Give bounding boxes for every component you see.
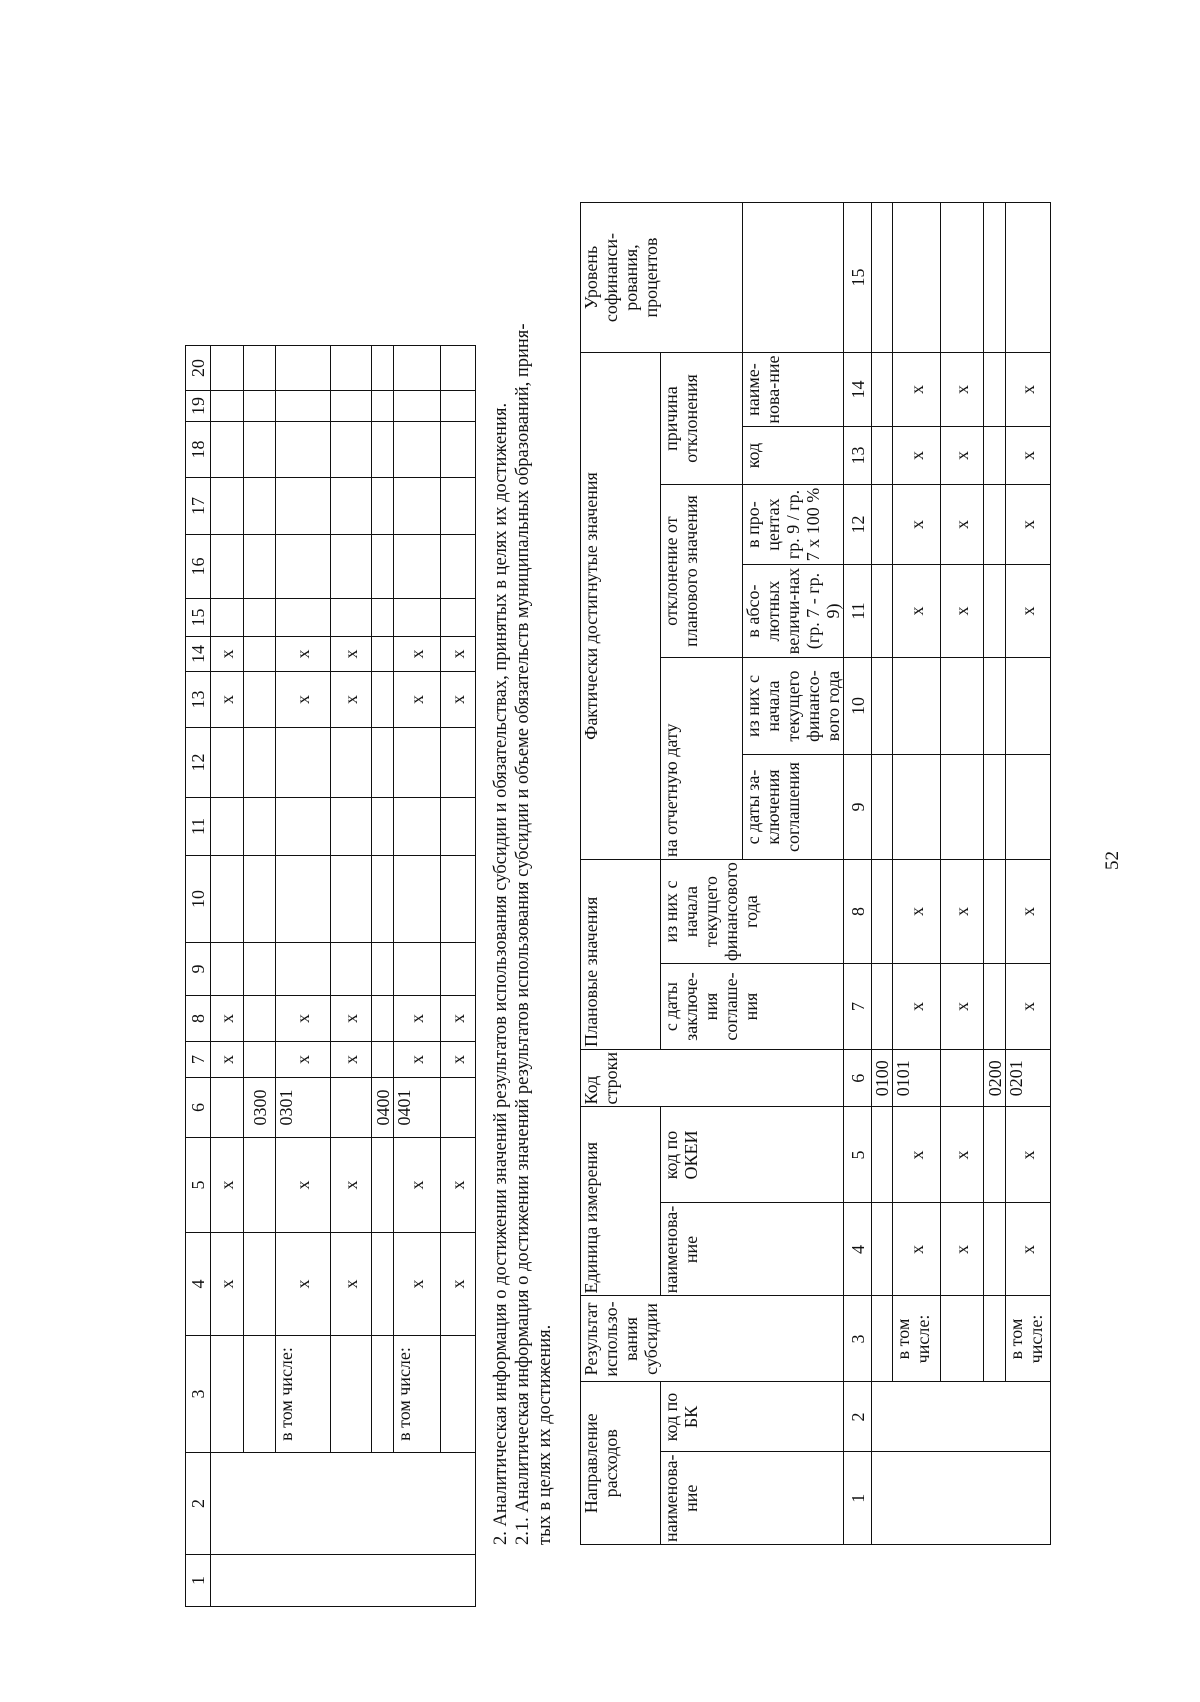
table-cell: x [394, 1042, 441, 1078]
table-cell [394, 422, 441, 478]
col-number: 13 [186, 672, 211, 728]
table-cell [211, 478, 244, 535]
table-cell: x [1006, 353, 1051, 427]
table-cell [872, 860, 893, 964]
table-cell [372, 728, 394, 798]
table-cell: x [394, 1233, 441, 1336]
table-cell [394, 346, 441, 391]
table-cell [372, 422, 394, 478]
table-cell [872, 1203, 893, 1296]
table-cell [211, 1453, 476, 1555]
table-cell [244, 391, 276, 422]
table-cell: 0400 [372, 1078, 394, 1138]
table-cell [331, 1078, 372, 1138]
table-cell: 0101 [893, 1050, 941, 1107]
table-cell: x [1006, 1203, 1051, 1296]
table-cell: x [893, 565, 941, 658]
header-cell: наименова-ние [661, 1203, 844, 1296]
col-number: 15 [844, 203, 872, 353]
table-cell: в том числе: [394, 1336, 441, 1453]
paragraph: 2.1. Аналитическая информация о достижении значений результатов использования субсидии и объеме обязательств муниципальных образований, приня- [513, 323, 533, 1545]
table-cell [372, 996, 394, 1042]
col-number: 11 [186, 798, 211, 856]
table-cell [211, 943, 244, 996]
table-cell [211, 535, 244, 599]
table-cell [244, 1138, 276, 1233]
table-row [984, 203, 1006, 1545]
table-header-row [186, 346, 211, 1607]
col-number: 14 [186, 637, 211, 672]
col-number: 14 [844, 353, 872, 427]
col-number: 19 [186, 391, 211, 422]
table-row [941, 203, 984, 1545]
table-cell [276, 346, 331, 391]
col-number: 17 [186, 478, 211, 535]
header-cell: код по БК [661, 1382, 844, 1452]
table-cell [394, 856, 441, 943]
col-number: 6 [844, 1050, 872, 1107]
table-cell [941, 203, 984, 353]
table-cell: x [276, 637, 331, 672]
table-cell [441, 535, 476, 599]
col-number: 6 [186, 1078, 211, 1138]
col-number: 9 [186, 943, 211, 996]
col-number: 15 [186, 599, 211, 637]
col-number: 8 [844, 860, 872, 964]
table-cell [244, 346, 276, 391]
table-cell: x [1006, 485, 1051, 565]
table-cell [372, 478, 394, 535]
table-cell: x [941, 353, 984, 427]
table-cell: x [441, 996, 476, 1042]
table-cell [941, 1050, 984, 1107]
table-cell: x [893, 964, 941, 1050]
table-cell [211, 422, 244, 478]
table-cell [984, 565, 1006, 658]
table-cell: 0301 [276, 1078, 331, 1138]
table-cell [394, 599, 441, 637]
table-number-row [844, 203, 872, 1545]
table-cell: x [441, 1233, 476, 1336]
table-cell: x [941, 860, 984, 964]
table-cell [244, 1042, 276, 1078]
table-cell [276, 535, 331, 599]
table-cell [211, 391, 244, 422]
table-cell: x [893, 860, 941, 964]
table-cell [244, 728, 276, 798]
table-continuation [185, 345, 476, 1607]
table-cell [244, 637, 276, 672]
page-number: 52 [1102, 851, 1123, 870]
table-cell [984, 485, 1006, 565]
col-number: 3 [186, 1336, 211, 1453]
table-cell [276, 422, 331, 478]
table-cell [276, 798, 331, 856]
table-cell [276, 728, 331, 798]
table-cell: x [893, 485, 941, 565]
header-cell: Уровень софинанси-рования, процентов [581, 203, 743, 353]
table-cell [872, 427, 893, 485]
header-cell: Плановые значения [581, 860, 661, 1050]
table-cell [372, 1233, 394, 1336]
table-cell [872, 1296, 893, 1382]
table-cell: x [941, 1203, 984, 1296]
col-number: 8 [186, 996, 211, 1042]
table-cell: 0200 [984, 1050, 1006, 1107]
table-cell: x [331, 996, 372, 1042]
table-cell: x [276, 1042, 331, 1078]
paragraph: тых в целях их достижения. [535, 1324, 555, 1545]
table-cell [893, 203, 941, 353]
header-cell: в про-центах гр. 9 / гр. 7 x 100 % [743, 485, 844, 565]
table-cell [984, 1203, 1006, 1296]
table-cell [244, 1233, 276, 1336]
table-cell [372, 391, 394, 422]
col-number: 20 [186, 346, 211, 391]
table-cell [276, 599, 331, 637]
table-row [893, 203, 941, 1545]
header-cell: с даты заключе-ния соглаше-ния [661, 964, 844, 1050]
col-number: 7 [186, 1042, 211, 1078]
table-cell [372, 637, 394, 672]
header-cell: на отчетную дату [661, 658, 743, 860]
col-number: 10 [844, 658, 872, 755]
header-cell: причина отклонения [661, 353, 743, 485]
table-cell [872, 353, 893, 427]
table-cell: x [211, 1138, 244, 1233]
table-row [276, 346, 331, 1607]
table-cell: в том числе: [276, 1336, 331, 1453]
table-row [372, 346, 394, 1607]
table-cell: x [941, 565, 984, 658]
col-number: 2 [186, 1453, 211, 1555]
col-number: 16 [186, 535, 211, 599]
section-text [490, 155, 556, 1545]
table-cell: x [394, 1138, 441, 1233]
table-cell: x [276, 672, 331, 728]
table-cell [372, 1336, 394, 1453]
table-cell: x [441, 672, 476, 728]
table-cell: в том числе: [893, 1296, 941, 1382]
table-cell [372, 1138, 394, 1233]
table-cell [244, 856, 276, 943]
table-cell [331, 346, 372, 391]
table-cell [211, 1555, 476, 1607]
table-cell: x [941, 964, 984, 1050]
col-number: 5 [186, 1138, 211, 1233]
table-cell: x [441, 1138, 476, 1233]
table-cell: x [1006, 964, 1051, 1050]
table-cell [331, 798, 372, 856]
table-cell [984, 1107, 1006, 1203]
col-number: 1 [186, 1555, 211, 1607]
table-cell [984, 1296, 1006, 1382]
table-cell: x [893, 427, 941, 485]
table-cell [276, 856, 331, 943]
table-cell [441, 856, 476, 943]
table-cell [244, 996, 276, 1042]
table-cell [984, 427, 1006, 485]
table-cell [441, 943, 476, 996]
table-cell: x [441, 1042, 476, 1078]
table-cell: x [1006, 1107, 1051, 1203]
table-cell [893, 755, 941, 860]
table-cell [941, 658, 984, 755]
table-cell [276, 478, 331, 535]
table-cell [441, 1336, 476, 1453]
table-row [872, 203, 893, 1545]
table-cell: x [276, 996, 331, 1042]
table-cell: x [893, 353, 941, 427]
col-number: 18 [186, 422, 211, 478]
table-cell: x [276, 1233, 331, 1336]
col-number: 12 [186, 728, 211, 798]
table-cell [244, 1336, 276, 1453]
table-cell [372, 535, 394, 599]
table-cell [331, 1336, 372, 1453]
header-cell: код [743, 427, 844, 485]
table-cell [1006, 755, 1051, 860]
table-cell [441, 391, 476, 422]
table-cell [244, 478, 276, 535]
table-cell: x [1006, 565, 1051, 658]
table-row [331, 346, 372, 1607]
table-cell [984, 203, 1006, 353]
table-cell [372, 943, 394, 996]
table-cell [984, 860, 1006, 964]
table-cell: x [941, 427, 984, 485]
col-number: 5 [844, 1107, 872, 1203]
table-cell [211, 1078, 244, 1138]
table-cell [941, 755, 984, 860]
table-cell: x [331, 1138, 372, 1233]
header-cell: Код строки [581, 1050, 844, 1107]
col-number: 3 [844, 1296, 872, 1382]
table-cell [872, 1107, 893, 1203]
table-cell: x [1006, 427, 1051, 485]
table-cell: x [941, 485, 984, 565]
table-cell [394, 535, 441, 599]
table-cell [394, 728, 441, 798]
col-number: 4 [844, 1203, 872, 1296]
table-cell: x [211, 1233, 244, 1336]
table-cell [331, 943, 372, 996]
header-cell: Результат использо-вания субсидии [581, 1296, 844, 1382]
header-cell: с даты за-ключения соглашения [743, 755, 844, 860]
table-cell [276, 391, 331, 422]
table-cell [331, 599, 372, 637]
col-number: 12 [844, 485, 872, 565]
table-cell [244, 672, 276, 728]
header-cell: Единица измерения [581, 1107, 661, 1296]
table-cell [872, 1452, 1051, 1545]
col-number: 13 [844, 427, 872, 485]
table-cell: x [893, 1107, 941, 1203]
table-cell: 0300 [244, 1078, 276, 1138]
table-row [211, 346, 244, 1607]
table-cell [211, 599, 244, 637]
table-cell: x [211, 1042, 244, 1078]
table-cell [872, 485, 893, 565]
header-cell: Направление расходов [581, 1382, 661, 1545]
table-cell: x [394, 996, 441, 1042]
table-cell: x [276, 1138, 331, 1233]
table-cell [441, 798, 476, 856]
col-number: 11 [844, 565, 872, 658]
table-cell [872, 1382, 1051, 1452]
table-cell [441, 478, 476, 535]
table-cell [211, 346, 244, 391]
table-cell [441, 728, 476, 798]
table-cell [244, 535, 276, 599]
table-cell [372, 346, 394, 391]
table-cell: x [941, 1107, 984, 1203]
header-cell: код по ОКЕИ [661, 1107, 844, 1203]
col-number: 2 [844, 1382, 872, 1452]
table-cell [441, 1078, 476, 1138]
table-cell: x [441, 637, 476, 672]
header-cell [743, 203, 844, 353]
table-cell [893, 658, 941, 755]
col-number: 4 [186, 1233, 211, 1336]
header-cell: наиме-нова-ние [743, 353, 844, 427]
table-cell [244, 798, 276, 856]
table-cell: x [211, 996, 244, 1042]
table-cell [331, 478, 372, 535]
table-cell [372, 856, 394, 943]
table-cell [372, 599, 394, 637]
col-number: 1 [844, 1452, 872, 1545]
table-cell [331, 391, 372, 422]
table-cell [244, 422, 276, 478]
table-cell: x [893, 1203, 941, 1296]
table-cell: x [211, 672, 244, 728]
table-cell [984, 353, 1006, 427]
table-cell [441, 346, 476, 391]
table-cell: x [331, 1042, 372, 1078]
table-cell [872, 203, 893, 353]
table-cell: x [211, 637, 244, 672]
analytics-table [580, 202, 1051, 1545]
col-number: 7 [844, 964, 872, 1050]
table-cell [941, 1296, 984, 1382]
table-cell [331, 422, 372, 478]
table-row [441, 346, 476, 1607]
table-cell [984, 658, 1006, 755]
table-cell [211, 728, 244, 798]
col-number: 9 [844, 755, 872, 860]
table-cell [372, 1042, 394, 1078]
table-cell [394, 478, 441, 535]
col-number: 10 [186, 856, 211, 943]
table-row [394, 346, 441, 1607]
table-row [1006, 203, 1051, 1545]
table-cell [984, 964, 1006, 1050]
table-cell [394, 391, 441, 422]
table-cell [1006, 658, 1051, 755]
table-cell [394, 943, 441, 996]
paragraph: 2. Аналитическая информация о достижении значений результатов использования субсидии и обязательствах, принятых в целях их достижения. [491, 402, 511, 1545]
table-cell: x [331, 637, 372, 672]
table-cell [244, 599, 276, 637]
table-cell: 0201 [1006, 1050, 1051, 1107]
table-cell: x [394, 637, 441, 672]
table-cell [372, 798, 394, 856]
table-cell [984, 755, 1006, 860]
table-cell: 0401 [394, 1078, 441, 1138]
table-cell [441, 422, 476, 478]
table-cell: x [1006, 860, 1051, 964]
header-cell: из них с начала текущего финансо-вого года [743, 658, 844, 755]
table-header-row [581, 203, 661, 1545]
table-cell [211, 798, 244, 856]
header-cell: из них с начала текущего финансового года [661, 860, 844, 964]
table-cell [331, 728, 372, 798]
table-cell [211, 856, 244, 943]
header-cell: наименова-ние [661, 1452, 844, 1545]
header-cell: Фактически достигнутые значения [581, 353, 661, 860]
table-cell: в том числе: [1006, 1296, 1051, 1382]
table-cell [244, 943, 276, 996]
table-cell: x [394, 672, 441, 728]
header-cell: отклонение от планового значения [661, 485, 743, 658]
table-cell [872, 755, 893, 860]
table-cell [872, 565, 893, 658]
table-cell [872, 964, 893, 1050]
header-cell: в абсо-лютных величи-нах (гр. 7 - гр. 9) [743, 565, 844, 658]
table-cell [331, 856, 372, 943]
table-cell: x [331, 1233, 372, 1336]
table-cell [1006, 203, 1051, 353]
table-cell [331, 535, 372, 599]
table-cell [394, 798, 441, 856]
table-row [244, 346, 276, 1607]
table-cell: 0100 [872, 1050, 893, 1107]
table-cell [872, 658, 893, 755]
table-cell [441, 599, 476, 637]
table-cell [276, 943, 331, 996]
table-cell: x [331, 672, 372, 728]
table-cell [211, 1336, 244, 1453]
table-cell [372, 672, 394, 728]
